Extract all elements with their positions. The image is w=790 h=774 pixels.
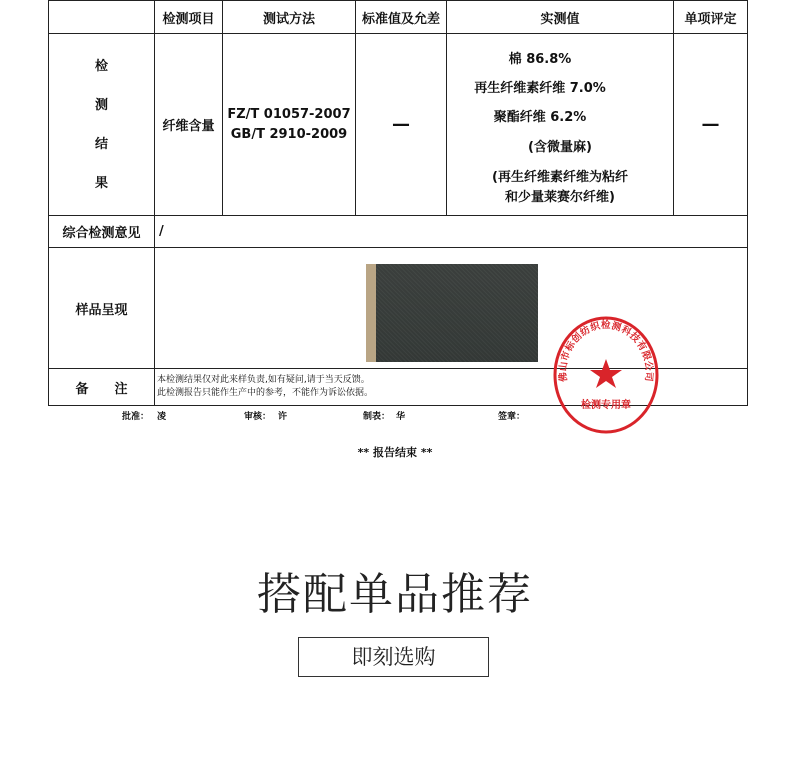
method-cell: FZ/T 01057-2007 GB/T 2910-2009: [223, 34, 356, 216]
seal-ring-text: 佛山市标创纺织检测科技有限公司: [557, 320, 655, 383]
header-method: 测试方法: [223, 1, 356, 34]
header-standard: 标准值及允差: [356, 1, 447, 34]
header-blank: [49, 1, 155, 34]
remarks-label: 备 注: [49, 369, 155, 406]
fabric-sample-image: [366, 264, 538, 362]
prepare-name: 华: [396, 412, 406, 422]
review-name: 许: [278, 412, 288, 422]
opinion-label: 综合检测意见: [49, 216, 155, 248]
header-measured: 实测值: [447, 1, 674, 34]
sample-label: 样品呈现: [49, 248, 155, 369]
result-note-fiber: (再生纤维素纤维为粘纤和少量莱赛尔纤维): [492, 170, 628, 205]
buy-now-button[interactable]: 即刻选购: [298, 637, 489, 677]
header-item: 检测项目: [155, 1, 223, 34]
result-regenerated: 再生纤维素纤维 7.0%: [474, 81, 606, 96]
review-label: 审核：: [244, 412, 272, 422]
opinion-row: [49, 216, 748, 248]
seal-label: 签章：: [498, 412, 526, 422]
opinion-value: /: [155, 216, 748, 248]
prepare-label: 制表：: [363, 412, 391, 422]
remarks-text: 本检测结果仅对此来样负责,如有疑问,请于当天反馈。 此检测报告只能作生产中的参考，不能作为诉讼依据。: [155, 369, 748, 406]
item-cell: 纤维含量: [155, 34, 223, 216]
company-seal-stamp: [553, 316, 659, 434]
rating-cell: —: [674, 34, 748, 216]
approve-name: 凌: [157, 412, 167, 422]
side-label: 检 测 结 果: [49, 34, 155, 216]
report-end-text: ** 报告结束 **: [357, 446, 433, 459]
header-row: [49, 1, 748, 34]
header-rating: 单项评定: [674, 1, 748, 34]
approve-label: 批准：: [122, 412, 150, 422]
recommend-title: 搭配单品推荐: [257, 569, 533, 620]
result-cotton: 棉 86.8%: [508, 52, 572, 67]
result-row: [49, 34, 748, 216]
measured-cell: [447, 34, 674, 216]
result-polyester: 聚酯纤维 6.2%: [493, 110, 587, 125]
seal-bottom-text: 检测专用章: [581, 400, 631, 411]
standard-cell: —: [356, 34, 447, 216]
result-note-linen: (含微量麻): [528, 140, 592, 155]
